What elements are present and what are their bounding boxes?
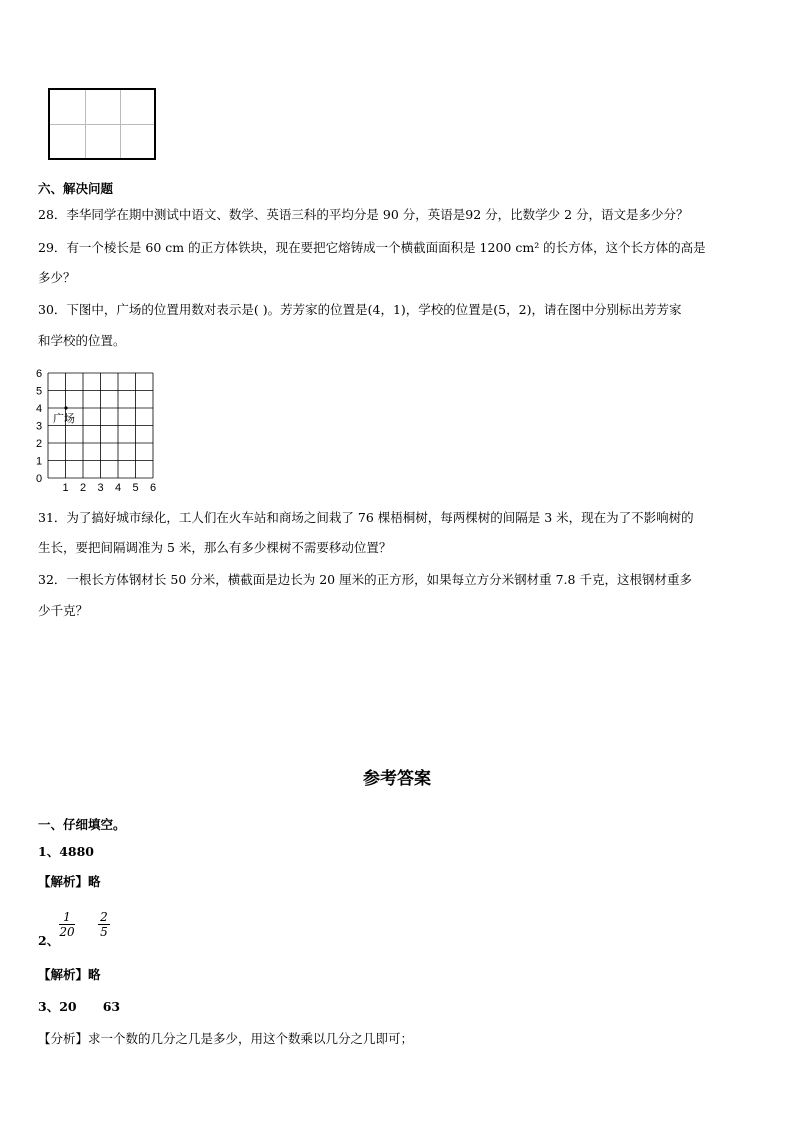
fraction-1-denominator: 20 xyxy=(59,925,75,939)
answers-title: 参考答案 xyxy=(363,769,431,789)
x-tick-label: 4 xyxy=(115,482,122,494)
question-32-line2: 少千克？ xyxy=(38,603,89,618)
y-tick-label: 4 xyxy=(36,403,43,415)
answer-3-note: 【分析】求一个数的几分之几是多少，用这个数乘以几分之几即可； xyxy=(38,1031,414,1046)
section-heading: 六、解决问题 xyxy=(38,181,114,196)
question-28: 28．李华同学在期中测试中语文、数学、英语三科的平均分是 90 分，英语是92 分，比数学少 2 分，语文是多少分？ xyxy=(38,207,689,222)
question-29-line1: 29．有一个棱长是 60 cm 的正方体铁块，现在要把它熔铸成一个横截面面积是 1200 cm² 的长方体，这个长方体的高是 xyxy=(38,240,706,255)
y-tick-label: 0 xyxy=(36,473,43,485)
question-30-line2: 和学校的位置。 xyxy=(38,333,126,348)
answer-2-fraction-2 xyxy=(98,910,110,939)
question-31-line1: 31．为了搞好城市绿化，工人们在火车站和商场之间栽了 76 棵梧桐树，每两棵树的间隔是 3 米，现在为了不影响树的 xyxy=(38,510,694,525)
y-tick-label: 1 xyxy=(36,455,43,468)
x-tick-label: 3 xyxy=(97,482,104,494)
fraction-2-denominator: 5 xyxy=(100,925,108,939)
x-tick-label: 1 xyxy=(62,482,69,494)
y-tick-label: 5 xyxy=(36,385,43,398)
answer-1: 1、4880 xyxy=(38,844,94,859)
answer-2-note: 【解析】略 xyxy=(38,967,101,982)
question-32-line1: 32．一根长方体钢材长 50 分米，横截面是边长为 20 厘米的正方形，如果每立方分米钢材重 7.8 千克，这根钢材重多 xyxy=(38,572,692,587)
answers-section-one: 一、仔细填空。 xyxy=(38,817,126,832)
y-tick-label: 6 xyxy=(36,368,43,380)
answer-3: 3、20 63 xyxy=(38,999,121,1014)
x-tick-label: 6 xyxy=(150,482,157,494)
fraction-1-numerator: 1 xyxy=(59,910,75,925)
question-31-line2: 生长，要把间隔调准为 5 米，那么有多少棵树不需要移动位置？ xyxy=(38,540,392,555)
y-tick-label: 3 xyxy=(36,420,43,433)
square-point xyxy=(64,406,67,409)
answer-2-fraction-1 xyxy=(59,910,75,939)
x-tick-label: 5 xyxy=(132,482,139,494)
coordinate-grid xyxy=(34,366,164,496)
grid-figure xyxy=(48,88,156,160)
x-tick-label: 2 xyxy=(80,482,87,494)
question-30-line1: 30．下图中，广场的位置用数对表示是( )。芳芳家的位置是(4，1)，学校的位置是(5，2)，请在图中分别标出芳芳家 xyxy=(38,302,682,317)
answer-2-prefix: 2、 xyxy=(38,933,60,948)
square-label: 广场 xyxy=(53,413,75,425)
fraction-2-numerator: 2 xyxy=(98,910,110,925)
answer-1-note: 【解析】略 xyxy=(38,874,101,889)
question-29-line2: 多少？ xyxy=(38,270,76,285)
y-tick-label: 2 xyxy=(36,438,43,450)
